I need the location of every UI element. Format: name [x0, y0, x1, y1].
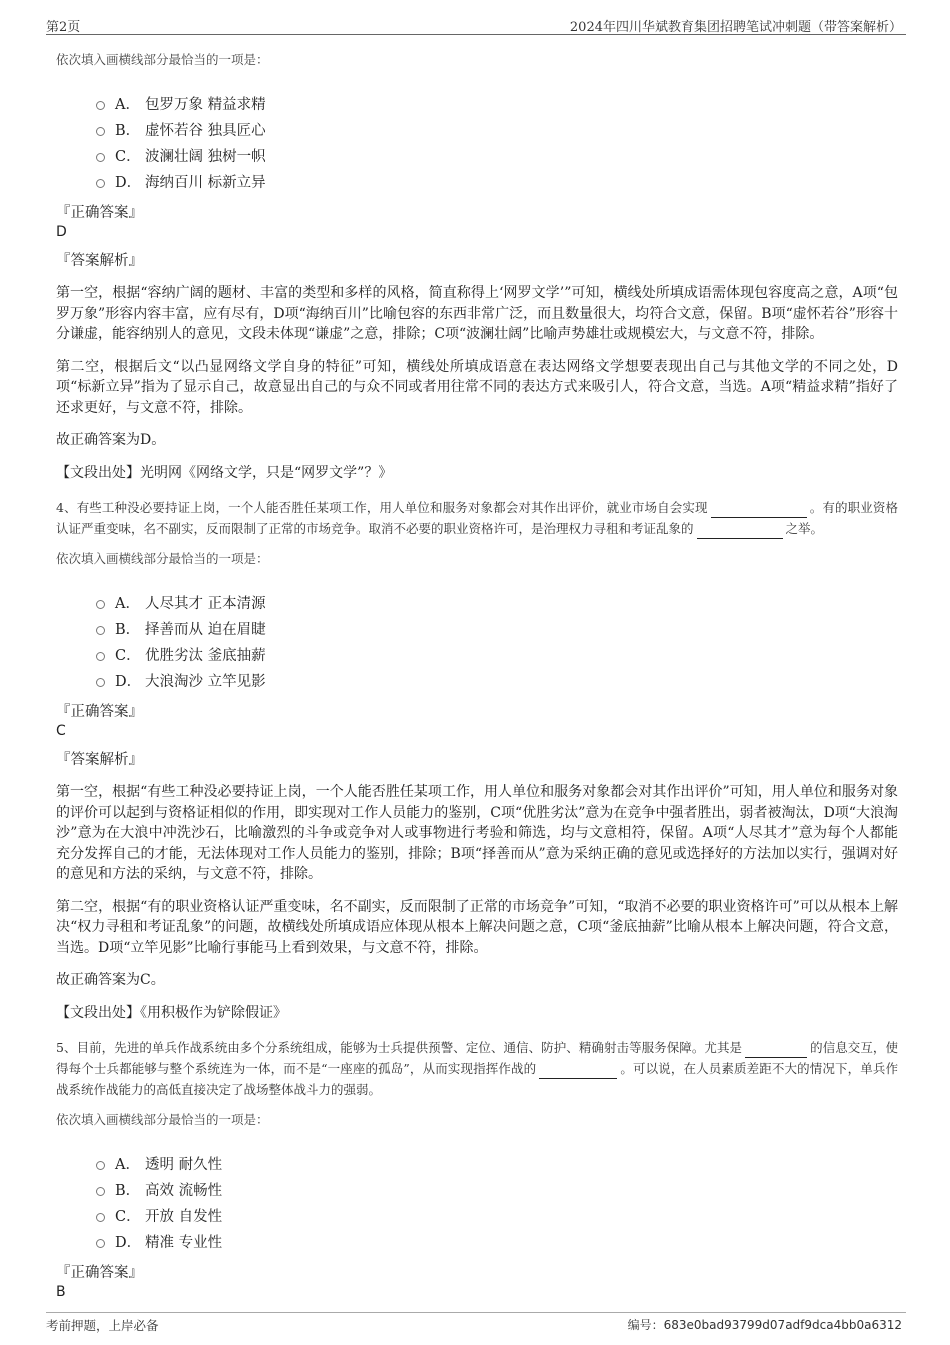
- answer-label: 『正确答案』: [56, 205, 143, 221]
- radio-icon[interactable]: [96, 1187, 105, 1196]
- document-code: 编号：683e0bad93799d07adf9dca4bb0a6312: [627, 1318, 902, 1332]
- correct-answer: C: [56, 723, 66, 739]
- fill-blank: [745, 1043, 807, 1058]
- correct-answer: D: [56, 224, 67, 240]
- option-c[interactable]: C． 波澜壮阔 独树一帜: [96, 142, 898, 168]
- analysis-paragraph: 第一空，根据“有些工种没必要持证上岗，一个人能否胜任某项工作，用人单位和服务对象都会对其作出评价”可知，用人单位和服务对象的评价可以起到与资格证相似的作用，即实现对工作人员能力的鉴别，C项“优胜劣汰”意为在竞争中强者胜出，弱者被淘汰，D项“大浪淘沙”意为在大浪中冲洗沙石，比喻激烈的斗争或竞争对人或事物进行考验和筛选，均与文意相符，保留。A项“人尽其才”意为每个人都能充分发挥自己的才能，无法体现对工作人员能力的鉴别，排除；B项“择善而从”意为采纳正确的意见或选择好的方法加以实行，强调对好的意见和方法的采纳，与文意不符，排除。: [56, 784, 898, 882]
- fill-blank: [697, 524, 783, 539]
- option-c[interactable]: C． 优胜劣汰 釜底抽薪: [96, 641, 898, 667]
- question-prompt: 依次填入画横线部分最恰当的一项是：: [56, 551, 269, 566]
- option-a[interactable]: A． 人尽其才 正本清源: [96, 589, 898, 615]
- option-d[interactable]: D． 大浪淘沙 立竿见影: [96, 667, 898, 693]
- radio-icon[interactable]: [96, 652, 105, 661]
- page-number: 第2页: [46, 20, 81, 35]
- radio-icon[interactable]: [96, 127, 105, 136]
- options-list: [96, 589, 898, 693]
- conclusion: 故正确答案为D。: [56, 432, 166, 448]
- conclusion: 故正确答案为C。: [56, 972, 165, 988]
- options-list: [96, 1150, 898, 1254]
- analysis-paragraph: 第二空，根据“有的职业资格认证严重变味，名不副实，反而限制了正常的市场竞争”可知，“取消不必要的职业资格许可”可以从根本上解决“权力寻租和考证乱象”的问题，故横线处所填成语应体现从根本上解决问题之意，C项“釜底抽薪”比喻从根本上解决问题，符合文意，当选。D项“立竿见影”比喻行事能马上看到效果，与文意不符，排除。: [56, 898, 898, 956]
- radio-icon[interactable]: [96, 1239, 105, 1248]
- question-5: [56, 1037, 898, 1302]
- option-d[interactable]: D． 精准 专业性: [96, 1228, 898, 1254]
- correct-answer: B: [56, 1284, 66, 1300]
- radio-icon[interactable]: [96, 153, 105, 162]
- option-b[interactable]: B． 择善而从 迫在眉睫: [96, 615, 898, 641]
- footer-slogan: 考前押题，上岸必备: [46, 1318, 159, 1333]
- answer-label: 『正确答案』: [56, 1265, 143, 1281]
- radio-icon[interactable]: [96, 179, 105, 188]
- fill-blank: [539, 1064, 617, 1079]
- option-a[interactable]: A． 包罗万象 精益求精: [96, 90, 898, 116]
- analysis-label: 『答案解析』: [56, 752, 143, 768]
- source-citation: 【文段出处】光明网《网络文学，只是“网罗文学”？》: [56, 464, 393, 481]
- options-list: [96, 90, 898, 194]
- question-prompt: 依次填入画横线部分最恰当的一项是：: [56, 52, 269, 67]
- radio-icon[interactable]: [96, 101, 105, 110]
- document-title: 2024年四川华斌教育集团招聘笔试冲刺题（带答案解析）: [569, 20, 902, 35]
- option-c[interactable]: C． 开放 自发性: [96, 1202, 898, 1228]
- question-stem: 4、有些工种没必要持证上岗，一个人能否胜任某项工作，用人单位和服务对象都会对其作出评价，就业市场自会实现 。有的职业资格认证严重变味，名不副实，反而限制了正常的市场竞争。取消不必要的职业资格许可，是治理权力寻租和考证乱象的 之举。: [56, 497, 898, 539]
- analysis-label: 『答案解析』: [56, 253, 143, 269]
- fill-blank: [711, 503, 807, 518]
- radio-icon[interactable]: [96, 678, 105, 687]
- radio-icon[interactable]: [96, 600, 105, 609]
- question-4: [56, 497, 898, 1023]
- question-prompt: 依次填入画横线部分最恰当的一项是：: [56, 1112, 269, 1127]
- radio-icon[interactable]: [96, 1213, 105, 1222]
- analysis-paragraph: 第一空，根据“容纳广阔的题材、丰富的类型和多样的风格，简直称得上‘网罗文学’”可知，横线处所填成语需体现包容度高之意，A项“包罗万象”形容内容丰富，应有尽有，D项“海纳百川”比喻包容的东西非常广泛，而且数量很大，均符合文意，保留。B项“虚怀若谷”形容十分谦虚，能容纳别人的意见，文段未体现“谦虚”之意，排除；C项“波澜壮阔”比喻声势雄壮或规模宏大，与文意不符，排除。: [56, 285, 898, 342]
- page-header: [46, 14, 906, 35]
- question-3: [56, 50, 898, 483]
- option-a[interactable]: A． 透明 耐久性: [96, 1150, 898, 1176]
- answer-label: 『正确答案』: [56, 704, 143, 720]
- option-b[interactable]: B． 高效 流畅性: [96, 1176, 898, 1202]
- page-content: [56, 40, 898, 1302]
- analysis-paragraph: 第二空，根据后文“以凸显网络文学自身的特征”可知，横线处所填成语意在表达网络文学想要表现出自己与其他文学的不同之处，D项“标新立异”指为了显示自己，故意显出自己的与众不同或者用往常不同的表达方式来吸引人，符合文意，当选。A项“精益求精”指好了还求更好，与文意不符，排除。: [56, 358, 898, 416]
- radio-icon[interactable]: [96, 1161, 105, 1170]
- question-stem: 5、目前，先进的单兵作战系统由多个分系统组成，能够为士兵提供预警、定位、通信、防护、精确射击等服务保障。尤其是 的信息交互，使得每个士兵都能够与整个系统连为一体，而不是“一座座的孤岛”，从而实现指挥作战的 。可以说，在人员素质差距不大的情况下，单兵作战系统作战能力的高低直接决定了战场整体战斗力的强弱。: [56, 1040, 898, 1097]
- option-d[interactable]: D． 海纳百川 标新立异: [96, 168, 898, 194]
- source-citation: 【文段出处】《用积极作为铲除假证》: [56, 1004, 287, 1021]
- radio-icon[interactable]: [96, 626, 105, 635]
- page-footer: [46, 1312, 906, 1333]
- option-b[interactable]: B． 虚怀若谷 独具匠心: [96, 116, 898, 142]
